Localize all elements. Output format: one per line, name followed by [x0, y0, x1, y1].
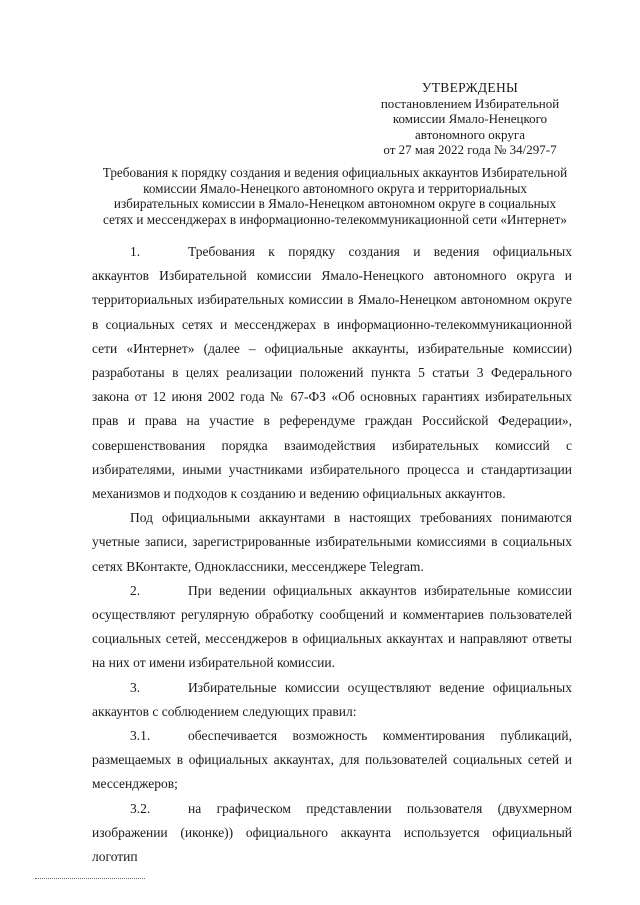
- approval-line: автономного округа: [415, 126, 525, 142]
- approval-date-line: от 27 мая 2022 года № 34/297-7: [383, 142, 557, 157]
- approval-line: постановлением Избирательной: [380, 95, 560, 111]
- paragraph-text: обеспечивается возможность комментирования публикаций, размещаемых в официальных аккаунтах, для пользователей социальных сетей и мессенджеров;: [92, 728, 572, 792]
- paragraph-number: 2.: [130, 582, 141, 598]
- approval-heading: УТВЕРЖДЕНЫ: [421, 80, 519, 95]
- approval-stamp: [370, 80, 570, 158]
- paragraph: [92, 579, 572, 676]
- footer-divider: [35, 878, 145, 879]
- paragraph-number: 3.2.: [130, 800, 151, 816]
- document-body: [92, 240, 572, 869]
- paragraph-number: 1.: [130, 244, 141, 259]
- paragraph-text: Под официальными аккаунтами в настоящих требованиях понимаются учетные записи, зарегистрированные избирательными комиссиями в социальных сетях ВКонтакте, Одноклассники, мессенджере Telegram.: [92, 510, 572, 574]
- title-line: избирательных комиссии в Ямало-Ненецком автономном округе в социальных: [113, 196, 557, 211]
- paragraph-text: Избирательные комиссии осуществляют ведение официальных аккаунтов с соблюдением следующих правил:: [92, 679, 572, 719]
- approval-line: комиссии Ямало-Ненецкого: [392, 111, 548, 126]
- title-line: Требования к порядку создания и ведения официальных аккаунтов Избирательной: [102, 165, 568, 180]
- title-line: комиссии Ямало-Ненецкого автономного округа и территориальных: [143, 180, 527, 196]
- paragraph: [92, 676, 572, 724]
- paragraph-text: При ведении официальных аккаунтов избирательные комиссии осуществляют регулярную обработку сообщений и комментариев пользователей социальных сетей, мессенджеров в официальных аккаунтах и направляют ответы на них от имени избирательной комиссии.: [92, 582, 572, 671]
- paragraph-text: на графическом представлении пользователя (двухмерном изображении (иконке)) официального аккаунта используется официальный логотип: [92, 800, 572, 865]
- paragraph: [92, 724, 572, 797]
- paragraph: [92, 240, 572, 506]
- paragraph-number: 3.1.: [130, 728, 151, 744]
- title-line: сетях и мессенджерах в информационно-телекоммуникационной сети «Интернет»: [103, 211, 567, 227]
- paragraph: [92, 506, 572, 579]
- paragraph-text: Требования к порядку создания и ведения официальных аккаунтов Избирательной комиссии Ямало-Ненецкого автономного округа и территориальных избирательных комиссии в Ямало-Ненецком автономном округе в социальных сетях и мессенджерах в информационно-телекоммуникационной сети «Интернет» (далее – официальные аккаунты, избирательные комиссии) разработаны в целях реализации положений пункта 5 статьи 3 Федерального закона от 12 июня 2002 года № 67-ФЗ «Об основных гарантиях избирательных прав и права на участие в референдуме граждан Российской Федерации», совершенствования порядка взаимодействия избирательных комиссий с избирателями, иными участниками избирательного процесса и стандартизации механизмов и подходов к созданию и ведению официальных аккаунтов.: [92, 244, 572, 502]
- document-title: [90, 165, 580, 227]
- paragraph-number: 3.: [130, 679, 141, 695]
- paragraph: [92, 797, 572, 870]
